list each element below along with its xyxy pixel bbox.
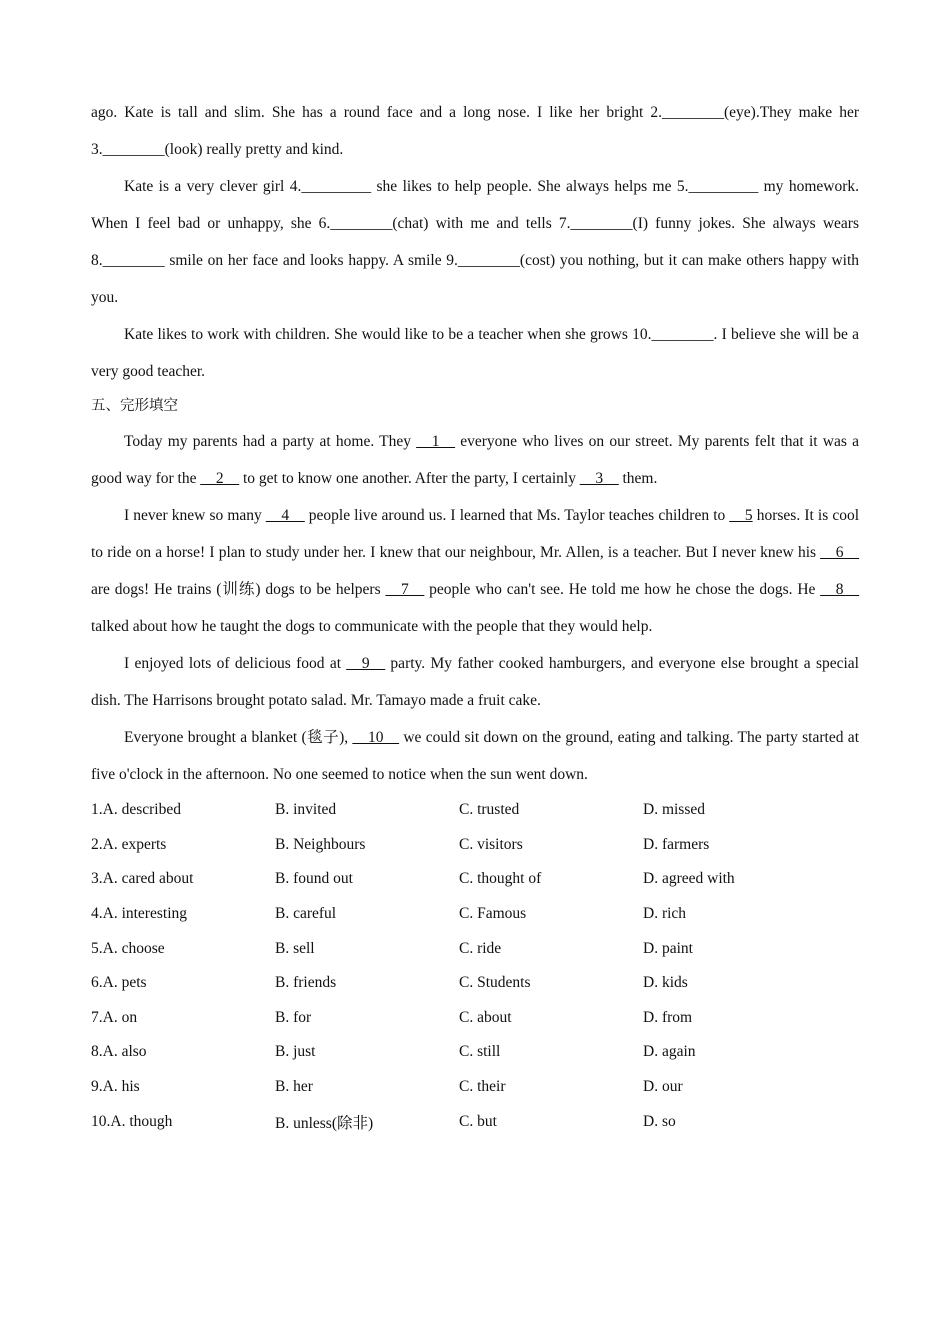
paragraph-kate-personality: Kate is a very clever girl 4._________ she likes to help people. She always helps me 5._________ my homework. When I feel bad or unhappy, she 6.________(chat) with me and tells 7.________(I) funny jokes. She always wears 8.________ smile on her face and looks happy. A smile 9.________(cost) you nothing, but it can make others happy with you. <box>91 178 860 306</box>
option[interactable]: C. still <box>459 1043 501 1061</box>
option[interactable]: B. her <box>275 1078 313 1096</box>
option[interactable]: D. missed <box>643 801 705 819</box>
blank-5[interactable]: _________ <box>688 178 759 195</box>
paragraph-kate-appearance: ago. Kate is tall and slim. She has a round face and a long nose. I like her bright 2.________(eye).They make her 3.________(look) really pretty and kind. <box>91 104 859 158</box>
blank-3[interactable]: ________ <box>102 141 165 158</box>
option[interactable]: D. our <box>643 1078 683 1096</box>
cloze-blank-2[interactable]: __2__ <box>200 470 240 487</box>
option[interactable]: C. about <box>459 1008 512 1026</box>
option[interactable]: B. found out <box>275 870 353 888</box>
option[interactable]: D. kids <box>643 974 688 992</box>
option[interactable]: B. friends <box>275 974 337 992</box>
blank-7[interactable]: ________ <box>570 215 633 232</box>
option[interactable]: 1.A. described <box>91 801 181 819</box>
option[interactable]: 5.A. choose <box>91 939 165 957</box>
option[interactable]: 6.A. pets <box>91 974 147 992</box>
option[interactable]: 10.A. though <box>91 1112 173 1130</box>
option[interactable]: C. their <box>459 1078 506 1096</box>
option-row <box>91 828 859 863</box>
cloze-blank-7[interactable]: __7__ <box>385 581 425 598</box>
option-row <box>91 897 859 932</box>
option-row <box>91 862 859 897</box>
cloze-blank-10[interactable]: __10__ <box>352 729 399 746</box>
option[interactable]: B. sell <box>275 939 315 957</box>
option-row <box>91 1001 859 1036</box>
option[interactable]: D. rich <box>643 905 687 923</box>
cloze-blank-9[interactable]: __9__ <box>346 655 386 672</box>
blank-8[interactable]: ________ <box>102 252 165 269</box>
option[interactable]: B. just <box>275 1043 316 1061</box>
option-row <box>91 931 859 966</box>
option[interactable]: 4.A. interesting <box>91 905 187 923</box>
cloze-blank-3[interactable]: __3__ <box>579 470 619 487</box>
cloze-blank-8[interactable]: __8__ <box>820 581 860 598</box>
cloze-blank-4[interactable]: __4__ <box>265 507 305 524</box>
blank-2[interactable]: ________ <box>662 104 724 121</box>
option[interactable]: C. but <box>459 1112 497 1130</box>
option[interactable]: B. invited <box>275 801 337 819</box>
option-row <box>91 1104 859 1139</box>
blank-4[interactable]: _________ <box>301 178 372 195</box>
cloze-paragraph-3: I enjoyed lots of delicious food at __9__ party. My father cooked hamburgers, and everyone else brought a special dish. The Harrisons brought potato salad. Mr. Tamayo made a fruit cake. <box>91 655 859 709</box>
option-row <box>91 1070 859 1105</box>
option[interactable]: 9.A. his <box>91 1078 140 1096</box>
option[interactable]: D. so <box>643 1112 676 1130</box>
option[interactable]: C. ride <box>459 939 502 957</box>
option[interactable]: B. unless(除非) <box>275 1114 374 1132</box>
option[interactable]: D. agreed with <box>643 870 735 888</box>
blank-9[interactable]: ________ <box>457 252 520 269</box>
option[interactable]: D. again <box>643 1043 696 1061</box>
option[interactable]: 7.A. on <box>91 1008 138 1026</box>
option[interactable]: B. for <box>275 1008 312 1026</box>
cloze-paragraph-2: I never knew so many __4__ people live around us. I learned that Ms. Taylor teaches children to __5 horses. It is cool to ride on a horse! I plan to study under her. I knew that our neighbour, Mr. Allen, is a teacher. But I never knew his __6__ are dogs! He trains (训练) dogs to be helpers __7__ people who can't see. He told me how he chose the dogs. He __8__ talked about how he taught the dogs to communicate with the people that they would help. <box>91 507 860 635</box>
option[interactable]: D. farmers <box>643 835 710 853</box>
paragraph-kate-future: Kate likes to work with children. She would like to be a teacher when she grows 10.________. I believe she will be a very good teacher. <box>91 326 859 380</box>
document-page <box>91 0 859 1139</box>
option[interactable]: C. Famous <box>459 905 527 923</box>
option[interactable]: D. paint <box>643 939 693 957</box>
option[interactable]: 3.A. cared about <box>91 870 194 888</box>
option[interactable]: 8.A. also <box>91 1043 147 1061</box>
option[interactable]: B. careful <box>275 905 337 923</box>
option-row <box>91 1035 859 1070</box>
option[interactable]: C. trusted <box>459 801 520 819</box>
cloze-blank-5[interactable]: __5 <box>729 507 753 524</box>
blank-10[interactable]: ________ <box>651 326 714 343</box>
cloze-paragraph-1: Today my parents had a party at home. They __1__ everyone who lives on our street. My parents felt that it was a good way for the __2__ to get to know one another. After the party, I certainly __3__ them. <box>91 433 859 487</box>
answer-options <box>91 793 859 1139</box>
cloze-blank-6[interactable]: __6__ <box>820 544 859 561</box>
option-row <box>91 793 859 828</box>
option-row <box>91 966 859 1001</box>
blank-6[interactable]: ________ <box>330 215 393 232</box>
cloze-blank-1[interactable]: __1__ <box>416 433 455 450</box>
option[interactable]: C. thought of <box>459 870 542 888</box>
option[interactable]: B. Neighbours <box>275 835 366 853</box>
option[interactable]: C. Students <box>459 974 531 992</box>
option[interactable]: C. visitors <box>459 835 523 853</box>
cloze-paragraph-4: Everyone brought a blanket (毯子), __10__ we could sit down on the ground, eating and talking. The party started at five o'clock in the afternoon. No one seemed to notice when the sun went down. <box>91 729 859 783</box>
option[interactable]: 2.A. experts <box>91 835 167 853</box>
section-heading: 五、完形填空 <box>91 398 178 414</box>
option[interactable]: D. from <box>643 1008 693 1026</box>
